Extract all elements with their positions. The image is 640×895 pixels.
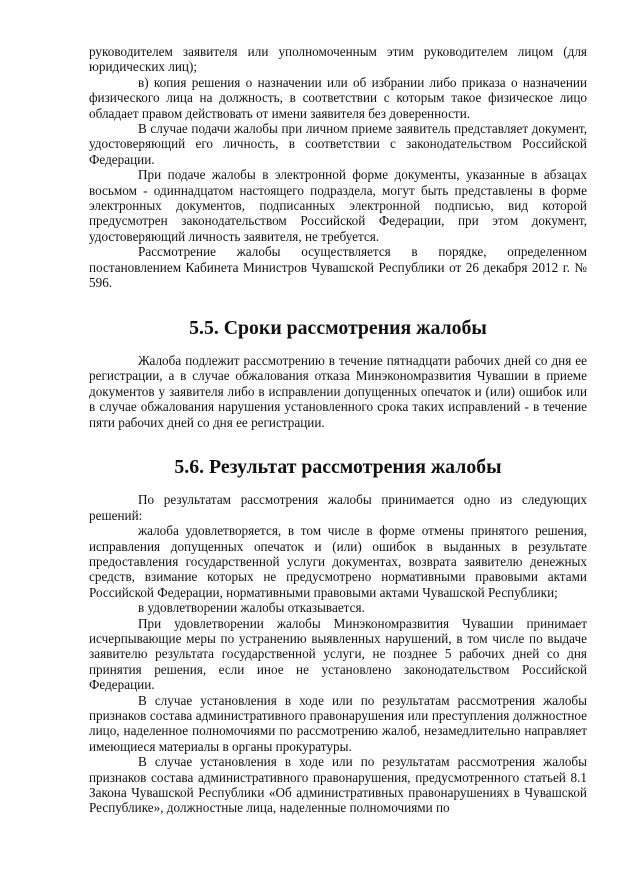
paragraph-review-terms: Жалоба подлежит рассмотрению в течение пятнадцати рабочих дней со дня ее регистрации, а в случае обжалования отказа Минэкономразвития Чувашии в приеме документов у заявителя либо в исправлении допущенных опечаток и (или) ошибок или в случае обжалования нарушения установленного срока таких исправлений - в течение пяти рабочих дней со дня ее регистрации. [89,352,587,430]
paragraph-electronic-form: При подаче жалобы в электронной форме документы, указанные в абзацах восьмом - одиннадцатом настоящего подраздела, могут быть представлены в форме электронных документов, подписанных электронной подписью, вид которой предусмотрен законодательством Российской Федерации, при этом документ, удостоверяющий личность заявителя, не требуется. [89,167,587,244]
paragraph-complaint-rejected: в удовлетворении жалобы отказывается. [138,600,365,616]
paragraph-appointment-copy: в) копия решения о назначении или об избрании либо приказа о назначении физического лица на должность, в соответствии с которым такое физическое лицо обладает правом действовать от имени заявителя без доверенности. [89,74,587,121]
paragraph-legal-entities: руководителем заявителя или уполномоченным этим руководителем лицом (для юридических лиц); [89,44,587,75]
paragraph-remedy-measures: При удовлетворении жалобы Минэкономразвития Чувашии принимает исчерпывающие меры по устранению выявленных нарушений, в том числе по выдаче заявителю результата государственной услуги, не позднее 5 рабочих дней со дня принятия решения, если иное не установлено законодательством Российской Федерации. [89,615,587,693]
section-heading-5-5: 5.5. Сроки рассмотрения жалобы [189,316,487,339]
paragraph-review-procedure: Рассмотрение жалобы осуществляется в порядке, определенном постановлением Кабинета Министров Чувашской Республики от 26 декабря 2012 г. № 596. [89,244,587,291]
document-page [89,44,587,816]
paragraph-personal-reception: В случае подачи жалобы при личном приеме заявитель представляет документ, удостоверяющий его личность, в соответствии с законодательством Российской Федерации. [89,121,587,167]
paragraph-administrative-offense: В случае установления в ходе или по результатам рассмотрения жалобы признаков состава административного правонарушения, предусмотренного статьей 8.1 Закона Чувашской Республики «Об административных правонарушениях в Чувашской Республике», должностные лица, наделенные полномочиями по [89,754,587,816]
section-heading-5-6: 5.6. Результат рассмотрения жалобы [174,455,502,478]
paragraph-review-decisions: По результатам рассмотрения жалобы принимается одно из следующих решений: [89,492,587,523]
paragraph-complaint-satisfied: жалоба удовлетворяется, в том числе в форме отмены принятого решения, исправления допущенных опечаток и (или) ошибок в выданных в результате предоставления государственной услуги документах, возврата заявителю денежных средств, взимание которых не предусмотрено нормативными правовыми актами Российской Федерации, нормативными правовыми актами Чувашской Республики; [89,523,587,600]
paragraph-prosecution-referral: В случае установления в ходе или по результатам рассмотрения жалобы признаков состава административного правонарушения или преступления должностное лицо, наделенное полномочиями по рассмотрению жалоб, незамедлительно направляет имеющиеся материалы в органы прокуратуры. [89,692,587,754]
